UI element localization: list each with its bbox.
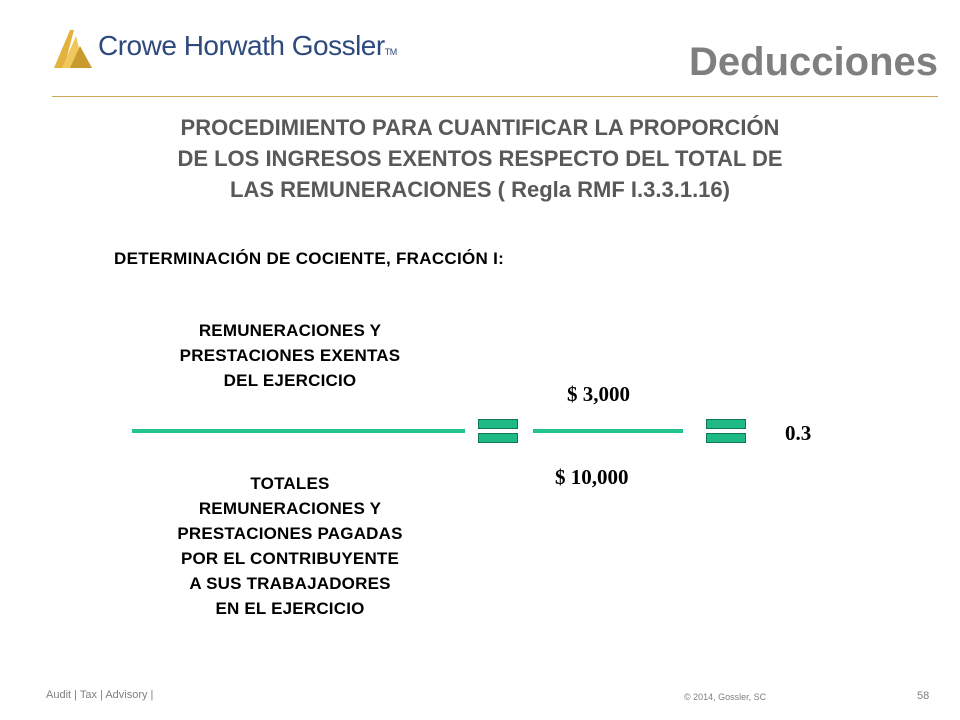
denominator-label [120, 471, 460, 621]
numerator-value: $ 3,000 [567, 382, 630, 406]
logo-trademark: TM [384, 47, 397, 57]
footer-copyright: © 2014, Gossler, SC [684, 692, 767, 702]
page-title: Deducciones [689, 40, 938, 84]
subtitle [80, 112, 880, 205]
equals-sign [706, 419, 746, 444]
company-logo-text [98, 30, 397, 62]
numerator-label [120, 318, 460, 393]
numerator-label-line: PRESTACIONES EXENTAS [179, 346, 401, 365]
denominator-label-line: POR EL CONTRIBUYENTE [180, 549, 400, 568]
equals-sign [478, 419, 518, 444]
footer-services: Audit | Tax | Advisory | [46, 689, 154, 701]
denominator-label-line: TOTALES [250, 474, 330, 493]
fraction-bar-labels [132, 429, 465, 433]
section-heading: DETERMINACIÓN DE COCIENTE, FRACCIÓN I: [114, 249, 505, 268]
numerator-label-line: REMUNERACIONES Y [198, 321, 382, 340]
logo-name: Crowe Horwath Gossler [98, 30, 385, 61]
subtitle-line: LAS REMUNERACIONES ( Regla RMF I.3.3.1.16) [230, 177, 730, 202]
denominator-label-line: A SUS TRABAJADORES [189, 574, 391, 593]
denominator-label-line: PRESTACIONES PAGADAS [177, 524, 403, 543]
denominator-label-line: EN EL EJERCICIO [215, 599, 365, 618]
subtitle-line: DE LOS INGRESOS EXENTOS RESPECTO DEL TOTAL DE [177, 146, 783, 171]
subtitle-line: PROCEDIMIENTO PARA CUANTIFICAR LA PROPORCIÓN [180, 115, 780, 140]
title-divider [52, 96, 938, 97]
page-number: 58 [917, 690, 930, 702]
denominator-value: $ 10,000 [555, 465, 629, 489]
numerator-label-line: DEL EJERCICIO [223, 371, 357, 390]
fraction-bar-values [533, 429, 683, 433]
denominator-label-line: REMUNERACIONES Y [198, 499, 382, 518]
result-value: 0.3 [785, 421, 812, 445]
